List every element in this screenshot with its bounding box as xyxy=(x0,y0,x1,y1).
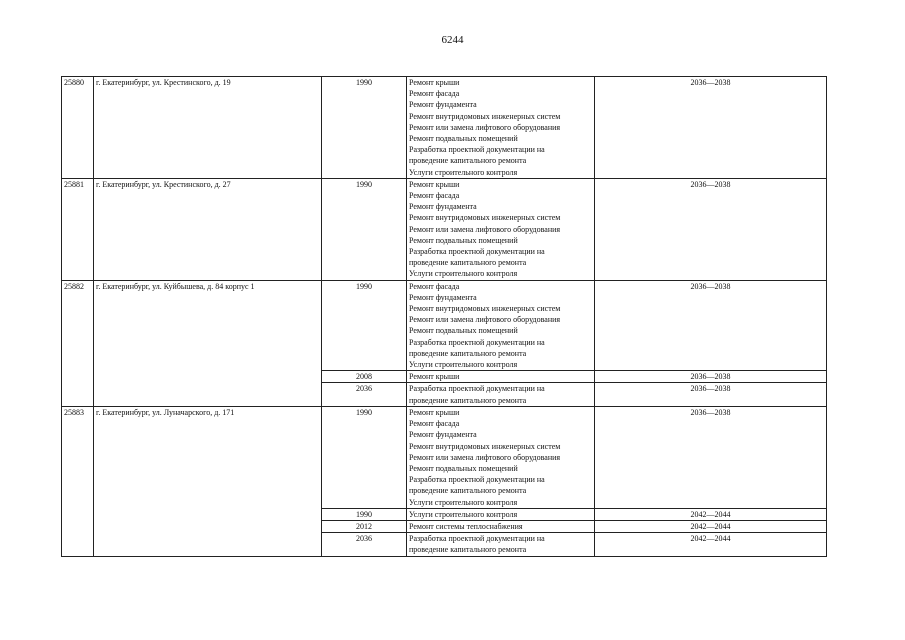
work-item: проведение капитального ремонта xyxy=(409,545,527,555)
planned-period: 2042—2044 xyxy=(595,520,827,532)
work-item: Ремонт подвальных помещений xyxy=(409,235,518,245)
work-item: Разработка проектной документации на xyxy=(409,384,545,394)
planned-period: 2042—2044 xyxy=(595,533,827,556)
commissioning-year: 2036 xyxy=(322,533,407,556)
planned-period: 2042—2044 xyxy=(595,508,827,520)
planned-period: 2036—2038 xyxy=(595,280,827,371)
work-item: проведение капитального ремонта xyxy=(409,395,527,405)
planned-period: 2036—2038 xyxy=(595,178,827,280)
work-item: Разработка проектной документации на xyxy=(409,337,545,347)
record-number: 25882 xyxy=(62,280,94,406)
work-types xyxy=(407,371,595,383)
work-types xyxy=(407,533,595,556)
page-number: 6244 xyxy=(441,34,464,46)
work-item: проведение капитального ремонта xyxy=(409,348,527,358)
work-item: Ремонт фундамента xyxy=(409,292,477,302)
work-types xyxy=(407,406,595,508)
commissioning-year: 1990 xyxy=(322,77,407,179)
record-address: г. Екатеринбург, ул. Луначарского, д. 171 xyxy=(94,406,322,556)
work-item: Разработка проектной документации на xyxy=(409,145,545,155)
work-item: Ремонт фундамента xyxy=(409,202,477,212)
work-item: Услуги строительного контроля xyxy=(409,360,518,370)
work-item: Услуги строительного контроля xyxy=(409,497,518,507)
table-row xyxy=(62,77,827,179)
work-item: Услуги строительного контроля xyxy=(409,509,518,519)
commissioning-year: 2012 xyxy=(322,520,407,532)
commissioning-year: 2008 xyxy=(322,371,407,383)
work-item: Ремонт подвальных помещений xyxy=(409,134,518,144)
work-types xyxy=(407,178,595,280)
work-item: Ремонт внутридомовых инженерных систем xyxy=(409,441,561,451)
record-address: г. Екатеринбург, ул. Крестинского, д. 27 xyxy=(94,178,322,280)
record-address: г. Екатеринбург, ул. Куйбышева, д. 84 корпус 1 xyxy=(94,280,322,406)
commissioning-year: 1990 xyxy=(322,508,407,520)
work-item: Разработка проектной документации на xyxy=(409,534,545,544)
table-row xyxy=(62,178,827,280)
table-body xyxy=(62,77,827,557)
work-item: Ремонт крыши xyxy=(409,372,460,382)
table-row xyxy=(62,406,827,508)
work-item: Ремонт фасада xyxy=(409,89,460,99)
work-item: Ремонт подвальных помещений xyxy=(409,463,518,473)
planned-period: 2036—2038 xyxy=(595,77,827,179)
work-item: Ремонт системы теплоснабжения xyxy=(409,521,523,531)
table-row xyxy=(62,280,827,371)
work-item: проведение капитального ремонта xyxy=(409,486,527,496)
work-item: Ремонт фасада xyxy=(409,281,460,291)
work-item: Ремонт внутридомовых инженерных систем xyxy=(409,213,561,223)
work-types xyxy=(407,280,595,371)
work-item: Ремонт или замена лифтового оборудования xyxy=(409,452,561,462)
work-item: проведение капитального ремонта xyxy=(409,156,527,166)
work-item: Ремонт фундамента xyxy=(409,430,477,440)
record-address: г. Екатеринбург, ул. Крестинского, д. 19 xyxy=(94,77,322,179)
work-types xyxy=(407,383,595,406)
work-item: Ремонт или замена лифтового оборудования xyxy=(409,315,561,325)
work-item: Разработка проектной документации на xyxy=(409,475,545,485)
work-item: Услуги строительного контроля xyxy=(409,269,518,279)
work-item: Ремонт крыши xyxy=(409,407,460,417)
work-item: Разработка проектной документации на xyxy=(409,247,545,257)
planned-period: 2036—2038 xyxy=(595,406,827,508)
work-item: Ремонт крыши xyxy=(409,179,460,189)
work-item: Ремонт или замена лифтового оборудования xyxy=(409,224,561,234)
work-types xyxy=(407,77,595,179)
commissioning-year: 1990 xyxy=(322,406,407,508)
work-item: Ремонт фасада xyxy=(409,191,460,201)
work-item: Ремонт фасада xyxy=(409,419,460,429)
planned-period: 2036—2038 xyxy=(595,371,827,383)
work-item: Ремонт подвальных помещений xyxy=(409,326,518,336)
work-item: Ремонт внутридомовых инженерных систем xyxy=(409,304,561,314)
record-number: 25881 xyxy=(62,178,94,280)
record-number: 25880 xyxy=(62,77,94,179)
record-number: 25883 xyxy=(62,406,94,556)
planned-period: 2036—2038 xyxy=(595,383,827,406)
work-item: Услуги строительного контроля xyxy=(409,167,518,177)
commissioning-year: 1990 xyxy=(322,280,407,371)
work-types xyxy=(407,508,595,520)
work-item: Ремонт фундамента xyxy=(409,100,477,110)
work-types xyxy=(407,520,595,532)
work-item: Ремонт или замена лифтового оборудования xyxy=(409,122,561,132)
work-item: проведение капитального ремонта xyxy=(409,258,527,268)
capital-repair-table xyxy=(61,76,827,557)
commissioning-year: 2036 xyxy=(322,383,407,406)
work-item: Ремонт крыши xyxy=(409,78,460,87)
commissioning-year: 1990 xyxy=(322,178,407,280)
work-item: Ремонт внутридомовых инженерных систем xyxy=(409,111,561,121)
